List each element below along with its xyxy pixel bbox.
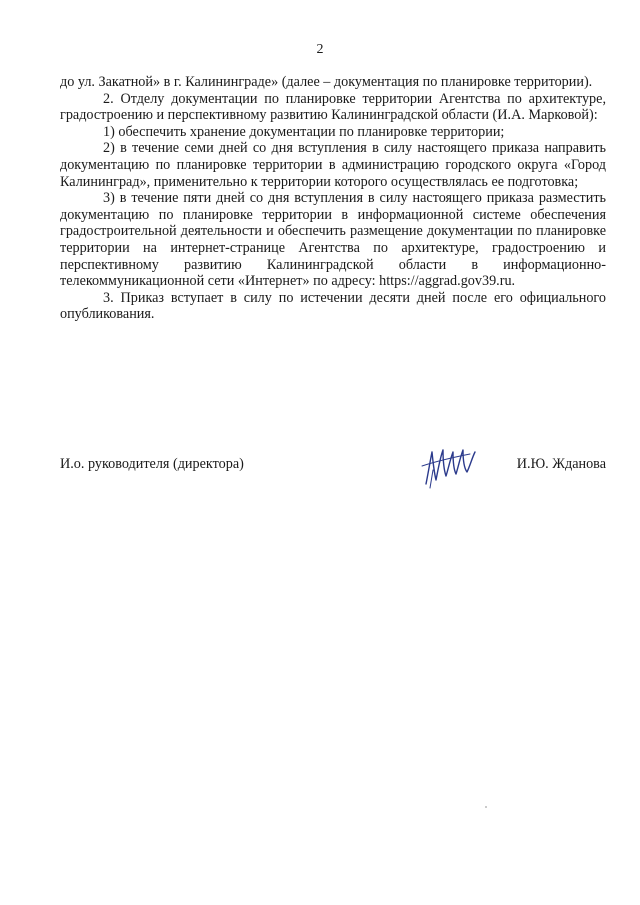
paragraph-continuation: до ул. Закатной» в г. Калининграде» (далее – документация по планировке территории). [60, 74, 593, 90]
paragraph-subitem-2: 2) в течение семи дней со дня вступления в силу настоящего приказа направить документацию по планировке территории в администрацию городского округа «Город Калининград», применительно к территории которого осуществлялась ее подготовка; [60, 140, 606, 190]
paragraph-item-2: 2. Отделу документации по планировке территории Агентства по архитектуре, градостроению и перспективному развитию Калининградской области (И.А. Марковой): [60, 90, 606, 124]
page-number: 2 [316, 42, 324, 57]
signature-block [60, 452, 606, 492]
paragraph-subitem-3: 3) в течение пяти дней со дня вступления в силу настоящего приказа разместить документацию по планировке территории в информационной системе обеспечения градостроительной деятельности и обеспечить размещение документации по планировке территории на интернет-странице Агентства по архитектуре, градостроению и перспективному развитию Калининградской области в информационно-телекоммуникационной сети «Интернет» по адресу: https://aggrad.gov39.ru. [60, 190, 606, 290]
scan-speck [485, 806, 487, 808]
handwritten-signature [420, 444, 490, 492]
signatory-title: И.о. руководителя (директора) [60, 456, 244, 472]
signatory-name: И.Ю. Жданова [516, 456, 606, 472]
paragraph-subitem-1: 1) обеспечить хранение документации по планировке территории; [103, 123, 505, 140]
document-body [60, 74, 606, 323]
paragraph-item-3: 3. Приказ вступает в силу по истечении десяти дней после его официального опубликования. [60, 289, 606, 323]
